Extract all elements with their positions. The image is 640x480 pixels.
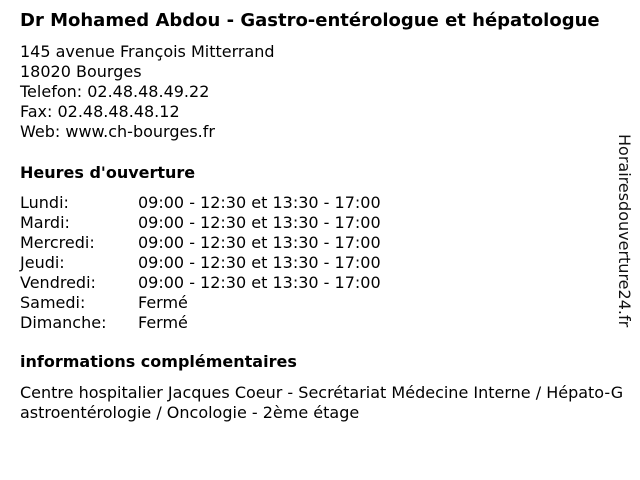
day-hours: 09:00 - 12:30 et 13:30 - 17:00	[138, 213, 381, 232]
city-postcode: 18020 Bourges	[20, 62, 142, 81]
day-hours: Fermé	[138, 293, 188, 312]
hours-row-thursday	[20, 253, 605, 273]
day-label: Vendredi:	[20, 273, 96, 292]
address-block	[20, 42, 605, 142]
day-label: Dimanche:	[20, 313, 107, 332]
business-listing	[20, 10, 624, 423]
day-label: Mercredi:	[20, 233, 95, 252]
fax-number: Fax: 02.48.48.48.12	[20, 102, 180, 121]
day-label: Jeudi:	[20, 253, 65, 272]
page-title: Dr Mohamed Abdou - Gastro-entérologue et hépatologue	[20, 10, 600, 31]
day-hours: Fermé	[138, 313, 188, 332]
day-label: Lundi:	[20, 193, 69, 212]
info-heading: informations complémentaires	[20, 352, 297, 371]
day-hours: 09:00 - 12:30 et 13:30 - 17:00	[138, 253, 381, 272]
hours-row-wednesday	[20, 233, 605, 253]
hours-heading: Heures d'ouverture	[20, 163, 196, 182]
phone-number: Telefon: 02.48.48.49.22	[20, 82, 210, 101]
hours-row-monday	[20, 193, 605, 213]
day-hours: 09:00 - 12:30 et 13:30 - 17:00	[138, 193, 381, 212]
site-watermark: Horairesdouverture24.fr	[615, 134, 634, 328]
hours-row-saturday	[20, 293, 605, 313]
day-hours: 09:00 - 12:30 et 13:30 - 17:00	[138, 233, 381, 252]
opening-hours-table	[20, 193, 605, 333]
hours-row-friday	[20, 273, 605, 293]
hours-row-sunday	[20, 313, 605, 333]
info-text: Centre hospitalier Jacques Coeur - Secrétariat Médecine Interne / Hépato-Gastroentérologie / Oncologie - 2ème étage	[20, 383, 624, 422]
website: Web: www.ch-bourges.fr	[20, 122, 215, 141]
day-label: Samedi:	[20, 293, 86, 312]
day-hours: 09:00 - 12:30 et 13:30 - 17:00	[138, 273, 381, 292]
hours-row-tuesday	[20, 213, 605, 233]
day-label: Mardi:	[20, 213, 70, 232]
street-address: 145 avenue François Mitterrand	[20, 42, 275, 61]
